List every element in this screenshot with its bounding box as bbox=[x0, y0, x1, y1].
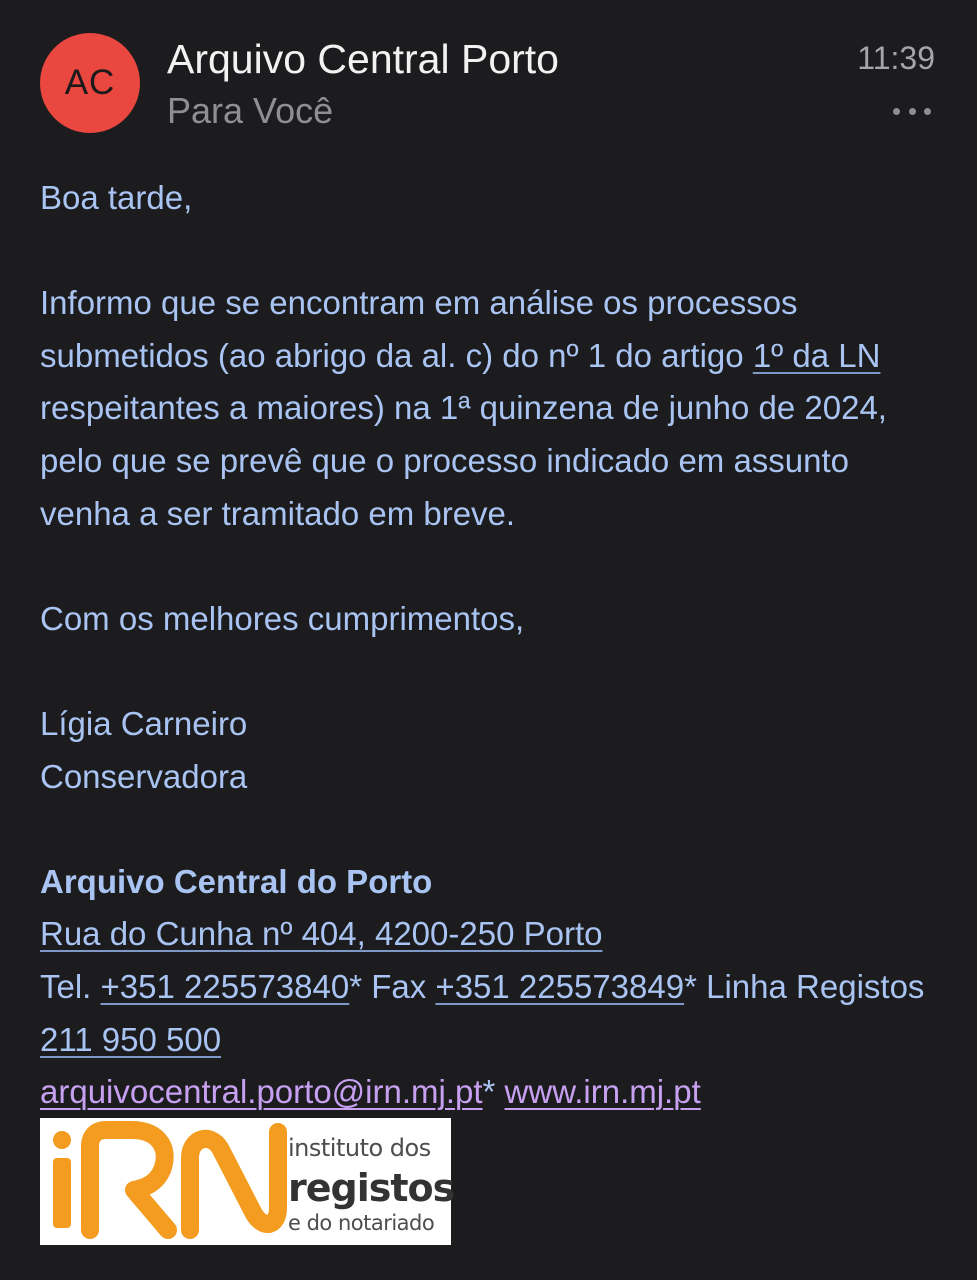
message-body bbox=[40, 172, 940, 1119]
sender-name[interactable]: Arquivo Central Porto bbox=[167, 36, 559, 82]
message-time: 11:39 bbox=[857, 40, 935, 76]
avatar-initials: AC bbox=[64, 63, 116, 102]
signer-title: Conservadora bbox=[40, 757, 248, 795]
sender-avatar[interactable] bbox=[40, 33, 140, 133]
paragraph-text-a: Informo que se encontram em análise os processos submetidos (ao abrigo da al. c) do nº 1 do artigo bbox=[40, 284, 798, 374]
recipient-label[interactable]: Para Você bbox=[167, 90, 334, 131]
greeting: Boa tarde, bbox=[40, 179, 193, 216]
phone-link[interactable]: +351 225573840 bbox=[100, 967, 350, 1005]
fax-link[interactable]: +351 225573849 bbox=[435, 967, 685, 1005]
email-link[interactable]: arquivocentral.porto@irn.mj.pt bbox=[40, 1073, 483, 1111]
contact-line bbox=[40, 961, 940, 1066]
signer-name: Lígia Carneiro bbox=[40, 704, 248, 742]
dot bbox=[924, 108, 931, 115]
closing: Com os melhores cumprimentos, bbox=[40, 599, 525, 637]
logo-text-line1: instituto dos bbox=[288, 1134, 431, 1162]
logo-text-line2: registos bbox=[288, 1166, 455, 1210]
dot bbox=[893, 108, 900, 115]
registry-line-link[interactable]: 211 950 500 bbox=[40, 1020, 222, 1058]
dot bbox=[909, 108, 916, 115]
irn-logo bbox=[40, 1118, 455, 1245]
signature-org-name: Arquivo Central do Porto bbox=[40, 862, 433, 900]
tel-label: Tel. bbox=[40, 967, 101, 1005]
registry-line-label: * Linha Registos bbox=[684, 967, 925, 1005]
website-link[interactable]: www.irn.mj.pt bbox=[504, 1073, 701, 1111]
separator: * bbox=[482, 1073, 505, 1111]
paragraph-main bbox=[40, 277, 940, 540]
paragraph-text-b: respeitantes a maiores) na 1ª quinzena de junho de 2024, pelo que se prevê que o processo indicado em assunto venha a ser tramitado em breve. bbox=[40, 389, 887, 532]
email-header bbox=[0, 0, 977, 150]
law-reference-link[interactable]: 1º da LN bbox=[752, 336, 881, 374]
web-line bbox=[40, 1066, 940, 1119]
address-link[interactable]: Rua do Cunha nº 404, 4200-250 Porto bbox=[40, 915, 603, 953]
logo-text-line3: e do notariado bbox=[288, 1211, 435, 1235]
fax-label: * Fax bbox=[349, 967, 436, 1005]
ellipsis-icon[interactable] bbox=[893, 94, 931, 128]
